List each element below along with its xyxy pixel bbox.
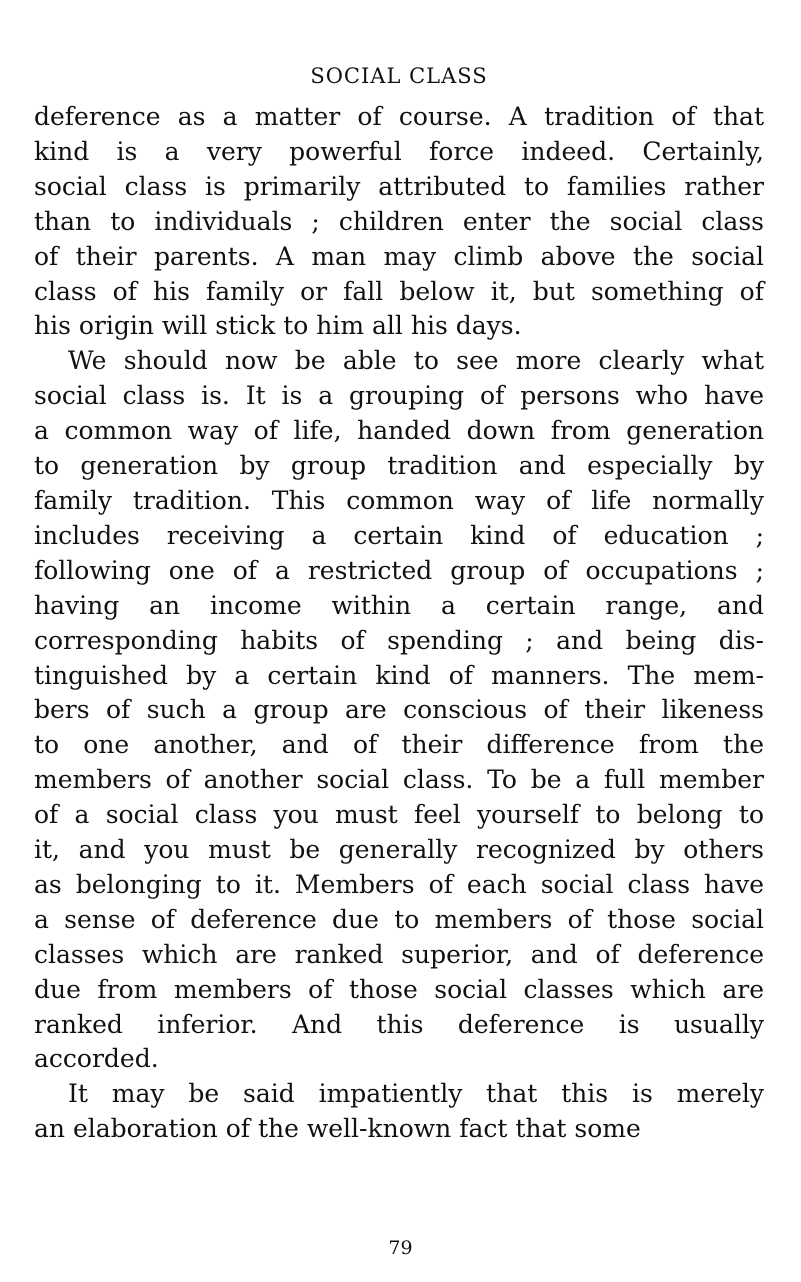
text-line: bers of such a group are conscious of their likeness xyxy=(34,695,764,725)
book-page xyxy=(34,60,764,1147)
text-line: social class is. It is a grouping of persons who have xyxy=(34,381,764,411)
text-line: corresponding habits of spending ; and being dis- xyxy=(34,625,764,655)
text-line: kind is a very powerful force indeed. Certainly, xyxy=(34,136,764,166)
text-line: his origin will stick to him all his days. xyxy=(34,311,522,341)
text-line: as belonging to it. Members of each social class have xyxy=(34,869,764,899)
text-line: than to individuals ; children enter the social class xyxy=(34,206,764,236)
text-line: ranked inferior. And this deference is usually xyxy=(34,1009,764,1039)
running-head: SOCIAL CLASS xyxy=(310,64,488,88)
text-line: a sense of deference due to members of those social xyxy=(34,904,764,934)
text-line: classes which are ranked superior, and of deference xyxy=(34,939,764,969)
text-line: accorded. xyxy=(34,1044,159,1074)
text-line: tinguished by a certain kind of manners. The mem- xyxy=(34,660,764,690)
text-line: It may be said impatiently that this is merely xyxy=(68,1079,764,1109)
text-line: of their parents. A man may climb above the social xyxy=(34,241,764,271)
text-line: having an income within a certain range, and xyxy=(34,590,764,620)
body-text xyxy=(34,100,764,1147)
paragraph xyxy=(34,100,764,344)
text-line: to generation by group tradition and especially by xyxy=(34,451,764,481)
text-line: members of another social class. To be a full member xyxy=(34,765,764,795)
text-line: of a social class you must feel yourself to belong to xyxy=(34,800,764,830)
text-line: includes receiving a certain kind of education ; xyxy=(34,520,764,550)
paragraph xyxy=(34,344,764,1077)
text-line: social class is primarily attributed to families rather xyxy=(34,171,764,201)
paragraph xyxy=(34,1077,764,1147)
text-line: family tradition. This common way of life normally xyxy=(34,485,764,515)
text-line: a common way of life, handed down from generation xyxy=(34,416,764,446)
text-line: deference as a matter of course. A tradition of that xyxy=(34,102,764,131)
text-line: following one of a restricted group of occupations ; xyxy=(34,555,764,585)
text-line: due from members of those social classes which are xyxy=(34,974,764,1004)
page-number: 79 xyxy=(388,1237,413,1259)
text-line: an elaboration of the well-known fact that some xyxy=(34,1114,641,1144)
text-line: it, and you must be generally recognized by others xyxy=(34,835,764,865)
text-line: to one another, and of their difference from the xyxy=(34,730,764,760)
text-line: We should now be able to see more clearly what xyxy=(68,346,764,376)
text-line: class of his family or fall below it, but something of xyxy=(34,276,764,306)
